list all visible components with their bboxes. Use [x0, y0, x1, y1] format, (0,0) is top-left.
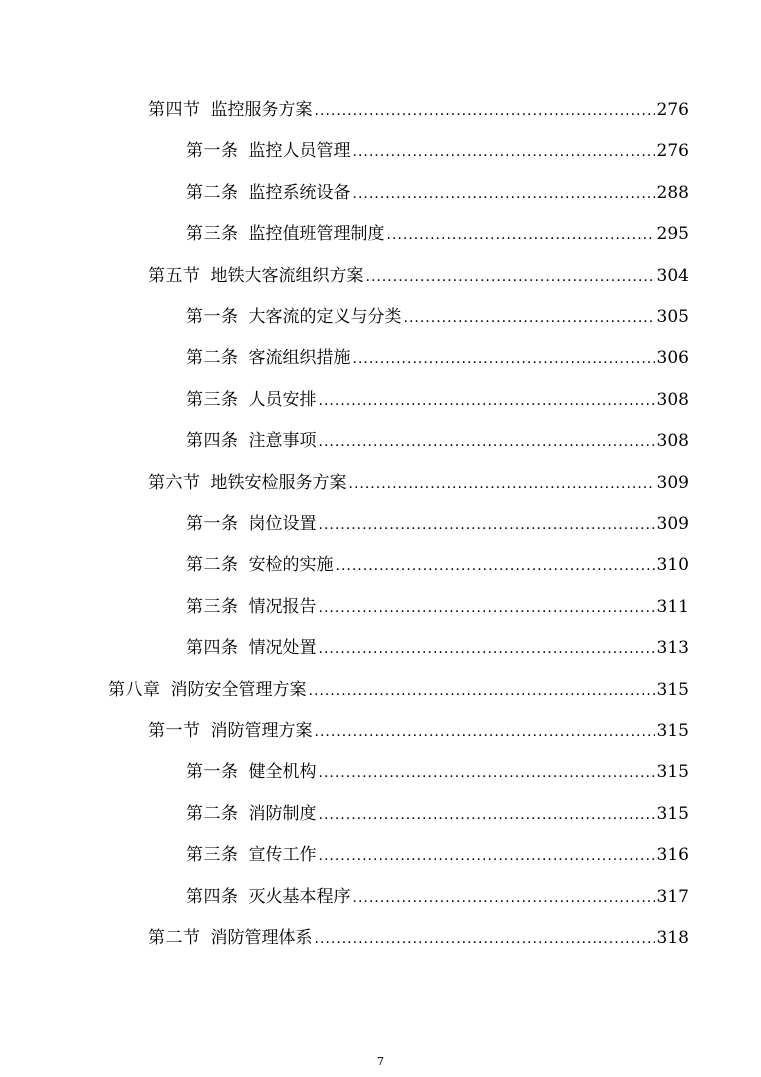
toc-entry-number: 第二条	[186, 182, 239, 203]
toc-entry[interactable]	[148, 471, 689, 496]
toc-entry-number: 第四节	[148, 100, 201, 120]
toc-entry[interactable]	[186, 843, 689, 868]
toc-entry-page: 305	[656, 307, 689, 327]
toc-entry-number: 第一条	[186, 307, 239, 327]
toc-entry-page: 304	[656, 265, 689, 286]
toc-entry-number: 第一条	[186, 514, 239, 534]
toc-entry-number: 第二节	[148, 928, 201, 948]
toc-entry-page: 315	[656, 803, 689, 824]
dot-leader	[319, 803, 655, 827]
toc-entry-page: 306	[656, 348, 689, 369]
dot-leader	[319, 596, 655, 620]
toc-entry[interactable]	[148, 264, 689, 289]
toc-entry-number: 第六节	[148, 472, 201, 493]
toc-entry[interactable]	[186, 636, 689, 661]
dot-leader	[366, 265, 655, 289]
toc-entry-page: 315	[656, 679, 689, 700]
dot-leader	[315, 927, 655, 951]
toc-entry-number: 第五节	[148, 265, 201, 286]
dot-leader	[349, 472, 655, 496]
toc-entry-page: 295	[656, 224, 689, 245]
dot-leader	[353, 140, 655, 164]
toc-entry-title: 消防管理方案	[210, 721, 313, 741]
toc-entry[interactable]	[186, 346, 689, 371]
toc-entry-title: 监控系统设备	[248, 182, 351, 203]
toc-entry[interactable]	[186, 885, 689, 910]
dot-leader	[404, 306, 655, 330]
toc-entry-page: 309	[656, 514, 689, 534]
dot-leader	[319, 513, 655, 537]
dot-leader	[319, 761, 655, 785]
toc-entry[interactable]	[186, 802, 689, 827]
toc-entry[interactable]	[108, 678, 689, 703]
toc-entry-title: 消防制度	[248, 803, 317, 824]
page-number: 7	[377, 1055, 384, 1068]
toc-entry-number: 第二条	[186, 803, 239, 824]
toc-entry-page: 310	[656, 555, 689, 576]
dot-leader	[309, 679, 655, 703]
toc-entry-page: 315	[656, 762, 689, 783]
dot-leader	[319, 389, 655, 413]
toc-entry-title: 监控服务方案	[210, 100, 313, 120]
dot-leader	[315, 99, 655, 123]
toc-entry-number: 第二条	[186, 348, 239, 369]
toc-entry-page: 315	[656, 721, 689, 741]
toc-entry-page: 308	[656, 431, 689, 452]
toc-entry-number: 第四条	[186, 886, 239, 907]
toc-entry[interactable]	[186, 760, 689, 785]
toc-entry[interactable]	[186, 595, 689, 620]
toc-entry-title: 大客流的定义与分类	[248, 307, 402, 327]
dot-leader	[319, 430, 655, 454]
dot-leader	[353, 347, 655, 371]
toc-entry-title: 安检的实施	[248, 555, 334, 576]
toc-entry-page: 317	[656, 886, 689, 907]
toc-entry-page: 276	[656, 100, 689, 120]
toc-entry-number: 第二条	[186, 555, 239, 576]
toc-entry[interactable]	[186, 553, 689, 578]
toc-entry-title: 监控值班管理制度	[248, 224, 385, 245]
toc-entry-title: 人员安排	[248, 389, 317, 410]
toc-entry-page: 276	[656, 141, 689, 162]
toc-entry-page: 313	[656, 638, 689, 659]
toc-entry-title: 监控人员管理	[248, 141, 351, 162]
toc-entry-number: 第四条	[186, 638, 239, 659]
toc-entry[interactable]	[148, 98, 689, 123]
toc-entry-page: 318	[656, 928, 689, 948]
toc-entry-title: 岗位设置	[248, 514, 317, 534]
toc-entry-number: 第一条	[186, 762, 239, 783]
toc-entry-number: 第一条	[186, 141, 239, 162]
toc-entry[interactable]	[186, 429, 689, 454]
dot-leader	[319, 844, 655, 868]
toc-entry-title: 地铁安检服务方案	[210, 472, 347, 493]
toc-entry-number: 第三条	[186, 389, 239, 410]
toc-entry-title: 地铁大客流组织方案	[210, 265, 364, 286]
toc-entry-number: 第三条	[186, 596, 239, 617]
toc-entry-title: 注意事项	[248, 431, 317, 452]
toc-entry-title: 健全机构	[248, 762, 317, 783]
toc-entry-title: 情况处置	[248, 638, 317, 659]
toc-entry-page: 288	[656, 182, 689, 203]
toc-entry-title: 宣传工作	[248, 845, 317, 866]
toc-entry[interactable]	[148, 719, 689, 744]
toc-entry-number: 第三条	[186, 845, 239, 866]
dot-leader	[315, 720, 655, 744]
toc-entry-number: 第一节	[148, 721, 201, 741]
toc-entry[interactable]	[186, 388, 689, 413]
toc-entry-title: 情况报告	[248, 596, 317, 617]
toc-entry-page: 316	[656, 845, 689, 866]
toc-entry[interactable]	[148, 926, 689, 951]
toc-entry[interactable]	[186, 181, 689, 206]
toc-entry-number: 第三条	[186, 224, 239, 245]
toc-entry-title: 消防管理体系	[210, 928, 313, 948]
toc-entry-title: 客流组织措施	[248, 348, 351, 369]
dot-leader	[353, 886, 655, 910]
toc-entry[interactable]	[186, 139, 689, 164]
toc-entry[interactable]	[186, 305, 689, 330]
dot-leader	[336, 554, 655, 578]
toc-entry[interactable]	[186, 512, 689, 537]
toc-entry-page: 308	[656, 389, 689, 410]
toc-entry-page: 311	[656, 596, 689, 617]
dot-leader	[319, 637, 655, 661]
dot-leader	[353, 182, 655, 206]
toc-entry-title: 消防安全管理方案	[170, 679, 307, 700]
dot-leader	[387, 223, 655, 247]
toc-entry-page: 309	[656, 472, 689, 493]
toc-entry-title: 灭火基本程序	[248, 886, 351, 907]
toc-entry[interactable]	[186, 222, 689, 247]
toc-entry-number: 第四条	[186, 431, 239, 452]
toc-entry-number: 第八章	[108, 679, 161, 700]
